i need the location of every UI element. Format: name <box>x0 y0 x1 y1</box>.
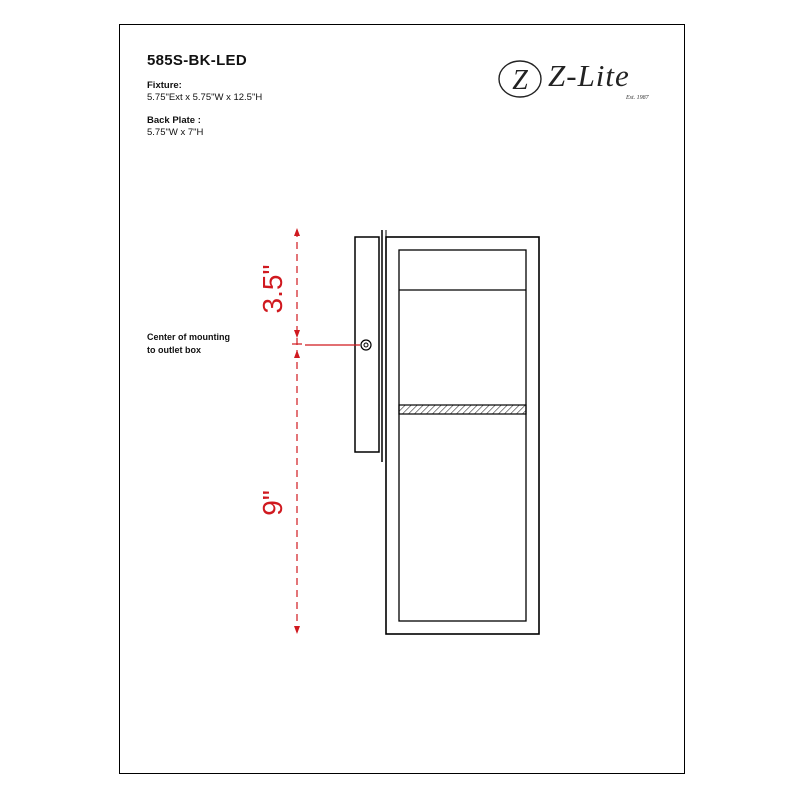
top-arrow-icon <box>294 228 300 236</box>
logo-brand-name: Z-Lite <box>548 58 630 93</box>
fixture-label: Fixture: <box>147 80 182 91</box>
fixture-body-outline <box>386 237 539 634</box>
dimension-top-label: 3.5" <box>257 264 288 314</box>
mounting-screw-icon <box>361 340 371 350</box>
logo-monogram: Z <box>512 65 528 96</box>
mounting-callout-line1: Center of mounting <box>147 332 230 342</box>
dimension-bottom-label: 9" <box>257 490 288 516</box>
fixture-value: 5.75"Ext x 5.75"W x 12.5"H <box>147 92 263 103</box>
mounting-callout-line2: to outlet box <box>147 345 201 355</box>
dimension-lines <box>292 228 360 634</box>
back-plate-value: 5.75"W x 7"H <box>147 127 204 138</box>
mid-arrow-up-icon <box>294 330 300 338</box>
mid-arrow-down-icon <box>294 350 300 358</box>
led-module-hatched-band <box>399 405 526 414</box>
back-plate-label: Back Plate : <box>147 115 201 126</box>
bottom-arrow-icon <box>294 626 300 634</box>
logo-tagline: Est. 1987 <box>626 95 649 101</box>
model-number: 585S-BK-LED <box>147 52 247 69</box>
